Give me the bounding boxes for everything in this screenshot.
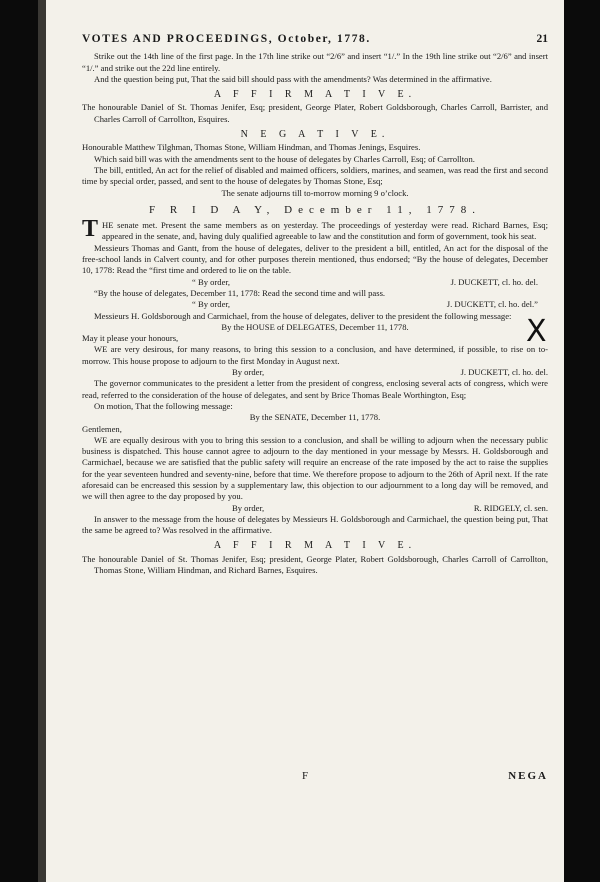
drop-capital: T <box>82 216 99 243</box>
section-heading: A F F I R M A T I V E. <box>213 540 417 552</box>
signature-order: By order, <box>232 502 265 513</box>
paragraph-dropcap <box>82 216 548 243</box>
paragraph: Strike out the 14th line of the first page. In the 17th line strike out “2/6” and insert “1/.” In the 19th line strike out “2/6” and insert “1/.” and strike out the 22d line entirely. <box>82 51 548 73</box>
paragraph-text: HE senate met. Present the same members as on yesterday. The proceedings of yesterday were read. Richard Barnes, Esq; appeared in the senate, and, having duly qualified agreeable to law and the constitution and form of government, took his seat. <box>102 220 548 242</box>
signature-clerk: J. DUCKETT, cl. ho. del.” <box>446 299 538 310</box>
paragraph: In answer to the message from the house of delegates by Messieurs H. Goldsborough and Carmichael, the question being put, That the same be agreed to? Was resolved in the affirmative. <box>82 513 548 536</box>
paragraph: “By the house of delegates, December 11, 1778: Read the second time and will pass. <box>94 287 386 298</box>
paragraph: Honourable Matthew Tilghman, Thomas Stone, William Hindman, and Thomas Jenings, Esquires. <box>82 142 421 153</box>
margin-mark: X <box>526 314 547 349</box>
signature-mark: F <box>302 770 309 782</box>
section-heading: The senate adjourns till to-morrow morning 9 o’clock. <box>221 187 409 198</box>
paragraph: The honourable Daniel of St. Thomas Jenifer, Esq; president, George Plater, Robert Goldsborough, Charles Carroll, Barrister, and Charles Carroll of Carrollton, Esquires. <box>82 102 548 124</box>
signature-line <box>82 503 548 514</box>
catchword: NEGA <box>508 770 548 782</box>
paragraph: Which said bill was with the amendments sent to the house of delegates by Charles Carroll, Esq; of Carrollton. <box>94 153 475 164</box>
scan-edge <box>38 0 46 882</box>
paragraph: And the question being put, That the said bill should pass with the amendments? Was determined in the affirmative. <box>94 73 492 84</box>
paragraph: On motion, That the following message: <box>94 400 233 411</box>
page-title: VOTES AND PROCEEDINGS, October, 1778. <box>82 33 371 45</box>
running-head <box>82 34 548 45</box>
signature-order: By order, <box>232 367 265 378</box>
signature-clerk: J. DUCKETT, cl. ho. del. <box>450 276 538 287</box>
paragraph: WE are equally desirous with you to bring this session to a conclusion, and shall be willing to adjourn when the necessary public business is dispatched. This house cannot agree to adjourn to the day mentioned in your message by Messrs. H. Goldsborough and Carmichael, because we are satisfied that the public safety will require an encrease of the rate imposed by the act to raise the supplies for the year seventeen hundred and seventy-nine, before that time. We therefore propose to adjourn to the 26th of April next. If the rate aforesaid can be encreased this session by a supplementary law, this objection to our adjournment to a long day will be removed, and we will then agree to the day proposed by you. <box>82 434 548 502</box>
paragraph: Gentlemen, <box>82 423 122 434</box>
paragraph: May it please your honours, <box>82 333 179 344</box>
page-number: 21 <box>536 33 548 45</box>
document-page <box>46 0 564 882</box>
page-content <box>82 51 548 576</box>
section-heading: By the HOUSE of DELEGATES, December 11, 1778. <box>221 321 409 332</box>
paragraph: WE are very desirous, for many reasons, to bring this session to a conclusion, and have determined, if possible, to rise on to-morrow. This house propose to adjourn to the first Monday in August next. <box>82 344 548 366</box>
section-heading: F R I D A Y, December 11, 1778. <box>149 203 481 216</box>
page-body <box>82 34 548 576</box>
signature-line <box>82 299 548 310</box>
paragraph: The governor communicates to the president a letter from the president of congress, enclosing several acts of congress, which were read, referred to the consideration of the house of delegates, and sent by Brice Thomas Beale Worthington, Esq; <box>82 378 548 400</box>
signature-line <box>82 367 548 378</box>
section-heading: N E G A T I V E. <box>240 129 390 141</box>
section-heading: By the SENATE, December 11, 1778. <box>249 412 381 423</box>
signature-line <box>82 277 548 288</box>
signature-order: “ By order, <box>192 276 231 287</box>
paragraph: The honourable Daniel of St. Thomas Jenifer, Esq; president, George Plater, Robert Goldsborough, Charles Carroll of Carrollton, Thomas Stone, William Hindman, and Richard Barnes, Esquires. <box>82 553 548 576</box>
paragraph: The bill, entitled, An act for the relief of disabled and maimed officers, soldiers, marines, and seamen, was read the first and second time by special order, passed, and sent to the house of delegates by Thomas Stone, Esq; <box>82 164 548 187</box>
signature-order: “ By order, <box>192 299 231 310</box>
section-heading: A F F I R M A T I V E. <box>213 89 417 101</box>
paragraph: Messieurs H. Goldsborough and Carmichael, from the house of delegates, deliver to the president the following message: <box>94 310 512 321</box>
signature-clerk: J. DUCKETT, cl. ho. del. <box>460 367 548 378</box>
page-footer <box>82 770 548 782</box>
signature-clerk: R. RIDGELY, cl. sen. <box>473 502 548 513</box>
paragraph: Messieurs Thomas and Gantt, from the house of delegates, deliver to the president a bill, entitled, An act for the disposal of the free-school lands in Calvert county, and for other purposes therein mentioned, thus endorsed; “By the house of delegates, December 10, 1778: Read the “first time and ordered to lie on the table. <box>82 242 548 276</box>
